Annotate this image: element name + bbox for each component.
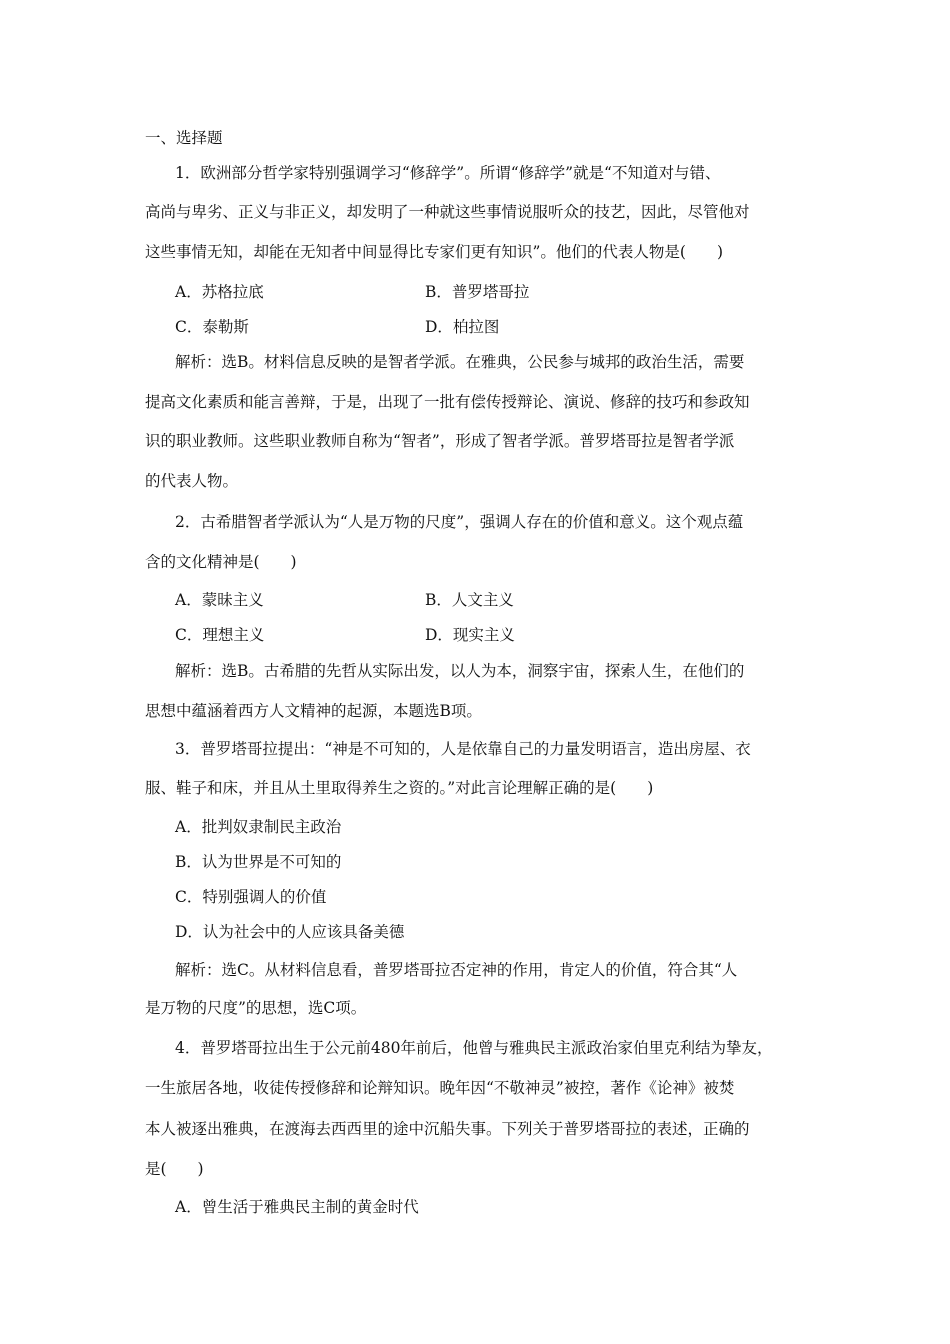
q2-analysis-line-1: 解析：选B。古希腊的先哲从实际出发，以人为本，洞察宇宙，探索人生，在他们的 [175, 662, 745, 680]
q3-line-1: 3．普罗塔哥拉提出：“神是不可知的，人是依靠自己的力量发明语言，造出房屋、衣 [175, 740, 751, 758]
q2-line-1: 2．古希腊智者学派认为“人是万物的尺度”，强调人存在的价值和意义。这个观点蕴 [175, 513, 744, 531]
q4-line-1: 4．普罗塔哥拉出生于公元前480年前后，他曾与雅典民主派政治家伯里克利结为挚友， [175, 1039, 773, 1057]
q1-option-b: B．普罗塔哥拉 [425, 283, 530, 301]
q1-option-a: A．苏格拉底 [175, 283, 264, 301]
q1-analysis-line-3: 识的职业教师。这些职业教师自称为“智者”，形成了智者学派。普罗塔哥拉是智者学派 [145, 432, 735, 450]
q1-line-1: 1．欧洲部分哲学家特别强调学习“修辞学”。所谓“修辞学”就是“不知道对与错、 [175, 164, 721, 182]
q4-line-4: 是( ) [145, 1160, 204, 1178]
section-title: 一、选择题 [145, 129, 223, 147]
q2-option-d: D．现实主义 [425, 626, 515, 644]
q1-analysis-line-1: 解析：选B。材料信息反映的是智者学派。在雅典，公民参与城邦的政治生活，需要 [175, 353, 745, 371]
q3-analysis-line-2: 是万物的尺度”的思想，选C项。 [145, 999, 367, 1017]
q2-option-a: A．蒙昧主义 [175, 591, 264, 609]
q3-option-c: C．特别强调人的价值 [175, 888, 327, 906]
q3-option-a: A．批判奴隶制民主政治 [175, 818, 342, 836]
q1-option-d: D．柏拉图 [425, 318, 500, 336]
q1-option-c: C．泰勒斯 [175, 318, 249, 336]
q3-analysis-line-1: 解析：选C。从材料信息看，普罗塔哥拉否定神的作用，肯定人的价值，符合其“人 [175, 961, 738, 979]
q2-option-b: B．人文主义 [425, 591, 514, 609]
q2-analysis-line-2: 思想中蕴涵着西方人文精神的起源，本题选B项。 [145, 702, 482, 720]
q4-line-3: 本人被逐出雅典，在渡海去西西里的途中沉船失事。下列关于普罗塔哥拉的表述，正确的 [145, 1120, 750, 1138]
q4-line-2: 一生旅居各地，收徒传授修辞和论辩知识。晚年因“不敬神灵”被控，著作《论神》被焚 [145, 1079, 735, 1097]
q2-option-c: C．理想主义 [175, 626, 265, 644]
q3-option-d: D．认为社会中的人应该具备美德 [175, 923, 405, 941]
q1-analysis-line-2: 提高文化素质和能言善辩，于是，出现了一批有偿传授辩论、演说、修辞的技巧和参政知 [145, 393, 750, 411]
q1-analysis-line-4: 的代表人物。 [145, 472, 239, 490]
q2-line-2: 含的文化精神是( ) [145, 553, 297, 571]
q4-option-a: A．曾生活于雅典民主制的黄金时代 [175, 1198, 419, 1216]
q3-line-2: 服、鞋子和床，并且从土里取得养生之资的。”对此言论理解正确的是( ) [145, 779, 654, 797]
q3-option-b: B．认为世界是不可知的 [175, 853, 342, 871]
q1-line-2: 高尚与卑劣、正义与非正义，却发明了一种就这些事情说服听众的技艺，因此，尽管他对 [145, 203, 750, 221]
q1-line-3: 这些事情无知，却能在无知者中间显得比专家们更有知识”。他们的代表人物是( ) [145, 243, 724, 261]
